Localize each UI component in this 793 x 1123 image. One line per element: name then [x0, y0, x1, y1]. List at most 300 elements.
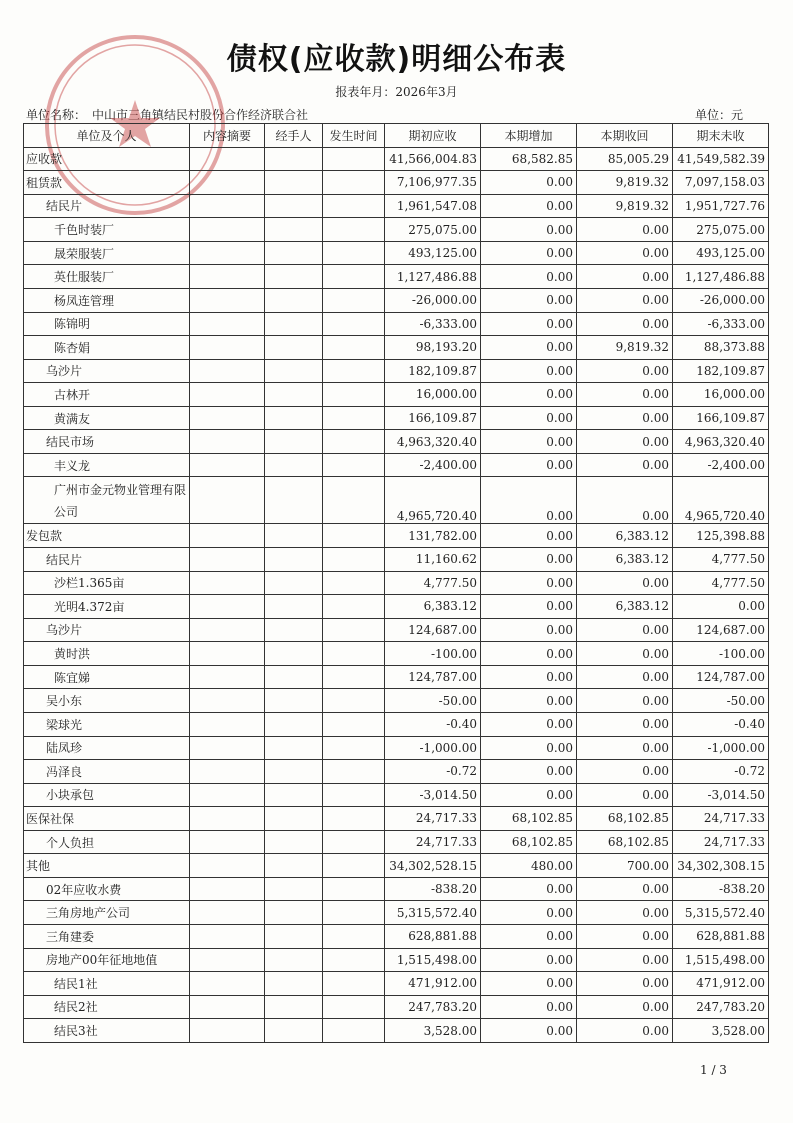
row-handler [265, 783, 323, 807]
row-increase: 0.00 [481, 948, 577, 972]
row-increase: 0.00 [481, 972, 577, 996]
row-name: 陈宜娣 [24, 665, 190, 689]
row-name: 冯泽良 [24, 760, 190, 784]
row-name: 医保社保 [24, 807, 190, 831]
row-opening: 166,109.87 [385, 406, 481, 430]
row-date [323, 877, 385, 901]
row-closing: 493,125.00 [673, 241, 769, 265]
row-summary [190, 854, 265, 878]
table-row [24, 524, 769, 548]
row-closing: 1,515,498.00 [673, 948, 769, 972]
row-collected: 0.00 [577, 901, 673, 925]
row-increase: 0.00 [481, 571, 577, 595]
table-row [24, 925, 769, 949]
row-increase: 0.00 [481, 665, 577, 689]
row-closing: 4,963,320.40 [673, 430, 769, 454]
row-collected: 0.00 [577, 972, 673, 996]
row-name: 三角房地产公司 [24, 901, 190, 925]
row-opening: 4,963,320.40 [385, 430, 481, 454]
row-closing: -100.00 [673, 642, 769, 666]
row-handler [265, 524, 323, 548]
row-increase: 0.00 [481, 406, 577, 430]
row-summary [190, 736, 265, 760]
row-handler [265, 712, 323, 736]
row-date [323, 265, 385, 289]
row-increase: 0.00 [481, 712, 577, 736]
table-row [24, 430, 769, 454]
row-opening: -6,333.00 [385, 312, 481, 336]
row-summary [190, 312, 265, 336]
row-date [323, 995, 385, 1019]
row-collected: 0.00 [577, 241, 673, 265]
row-increase: 0.00 [481, 925, 577, 949]
row-opening: 6,383.12 [385, 595, 481, 619]
table-row [24, 642, 769, 666]
table-row [24, 336, 769, 360]
row-closing: -6,333.00 [673, 312, 769, 336]
row-collected: 0.00 [577, 312, 673, 336]
row-collected: 0.00 [577, 642, 673, 666]
row-opening: 24,717.33 [385, 807, 481, 831]
row-handler [265, 948, 323, 972]
row-collected: 0.00 [577, 948, 673, 972]
row-increase: 0.00 [481, 877, 577, 901]
row-summary [190, 406, 265, 430]
column-header: 经手人 [265, 124, 323, 148]
row-opening: 11,160.62 [385, 548, 481, 572]
row-date [323, 736, 385, 760]
row-increase: 0.00 [481, 288, 577, 312]
row-name: 三角建委 [24, 925, 190, 949]
row-handler [265, 830, 323, 854]
row-collected: 68,102.85 [577, 807, 673, 831]
row-closing: 24,717.33 [673, 807, 769, 831]
row-opening: 41,566,004.83 [385, 147, 481, 171]
row-summary [190, 783, 265, 807]
table-row [24, 618, 769, 642]
row-name: 结民片 [24, 548, 190, 572]
row-handler [265, 877, 323, 901]
table-row [24, 760, 769, 784]
row-closing: 182,109.87 [673, 359, 769, 383]
row-opening: 4,965,720.40 [385, 477, 481, 524]
document-title: 债权(应收款)明细公布表 [226, 42, 567, 77]
table-row [24, 1019, 769, 1043]
row-date [323, 406, 385, 430]
row-summary [190, 595, 265, 619]
row-collected: 0.00 [577, 453, 673, 477]
unit-name-label: 单位名称： [26, 108, 87, 122]
table-row [24, 948, 769, 972]
table-row [24, 194, 769, 218]
row-collected: 0.00 [577, 1019, 673, 1043]
row-closing: 16,000.00 [673, 383, 769, 407]
row-collected: 0.00 [577, 665, 673, 689]
row-increase: 0.00 [481, 1019, 577, 1043]
report-date: 报表年月：2026年3月 [335, 85, 458, 99]
row-name: 陈杏娟 [24, 336, 190, 360]
row-summary [190, 642, 265, 666]
row-summary [190, 807, 265, 831]
currency-unit: 单位：元 [695, 108, 744, 122]
row-date [323, 830, 385, 854]
row-name: 吴小东 [24, 689, 190, 713]
row-opening: 275,075.00 [385, 218, 481, 242]
row-summary [190, 265, 265, 289]
table-row [24, 383, 769, 407]
row-collected: 9,819.32 [577, 171, 673, 195]
table-row [24, 712, 769, 736]
table-row [24, 901, 769, 925]
row-closing: 124,687.00 [673, 618, 769, 642]
table-row [24, 877, 769, 901]
row-handler [265, 430, 323, 454]
row-collected: 6,383.12 [577, 595, 673, 619]
row-collected: 0.00 [577, 736, 673, 760]
row-summary [190, 665, 265, 689]
row-closing: 124,787.00 [673, 665, 769, 689]
table-row [24, 548, 769, 572]
row-summary [190, 548, 265, 572]
row-opening: 124,787.00 [385, 665, 481, 689]
row-closing: 7,097,158.03 [673, 171, 769, 195]
row-closing: -0.40 [673, 712, 769, 736]
unit-name-line [26, 106, 308, 123]
row-collected: 68,102.85 [577, 830, 673, 854]
row-handler [265, 925, 323, 949]
row-summary [190, 948, 265, 972]
row-handler [265, 312, 323, 336]
table-row [24, 995, 769, 1019]
row-increase: 0.00 [481, 760, 577, 784]
table-row [24, 359, 769, 383]
row-date [323, 477, 385, 524]
row-closing: 24,717.33 [673, 830, 769, 854]
row-increase: 0.00 [481, 430, 577, 454]
row-date [323, 948, 385, 972]
row-handler [265, 571, 323, 595]
row-collected: 0.00 [577, 265, 673, 289]
row-opening: 628,881.88 [385, 925, 481, 949]
row-closing: -2,400.00 [673, 453, 769, 477]
row-increase: 0.00 [481, 642, 577, 666]
row-closing: 125,398.88 [673, 524, 769, 548]
table-header-row [24, 124, 769, 148]
row-name: 房地产00年征地地值 [24, 948, 190, 972]
column-header: 期初应收 [385, 124, 481, 148]
row-closing: 4,965,720.40 [673, 477, 769, 524]
row-increase: 68,582.85 [481, 147, 577, 171]
row-closing: 5,315,572.40 [673, 901, 769, 925]
row-closing: -50.00 [673, 689, 769, 713]
table-row [24, 477, 769, 524]
row-collected: 9,819.32 [577, 336, 673, 360]
row-handler [265, 265, 323, 289]
row-increase: 480.00 [481, 854, 577, 878]
row-opening: 247,783.20 [385, 995, 481, 1019]
row-increase: 0.00 [481, 359, 577, 383]
row-date [323, 595, 385, 619]
row-date [323, 760, 385, 784]
row-name: 结民市场 [24, 430, 190, 454]
row-opening: -100.00 [385, 642, 481, 666]
row-opening: 7,106,977.35 [385, 171, 481, 195]
row-handler [265, 618, 323, 642]
row-name: 杨凤连管理 [24, 288, 190, 312]
row-closing: 34,302,308.15 [673, 854, 769, 878]
row-summary [190, 877, 265, 901]
row-opening: 24,717.33 [385, 830, 481, 854]
row-opening: -2,400.00 [385, 453, 481, 477]
row-increase: 68,102.85 [481, 807, 577, 831]
row-name: 小块承包 [24, 783, 190, 807]
row-opening: 4,777.50 [385, 571, 481, 595]
row-name: 应收款 [24, 147, 190, 171]
row-collected: 0.00 [577, 712, 673, 736]
row-collected: 0.00 [577, 783, 673, 807]
row-handler [265, 972, 323, 996]
row-collected: 0.00 [577, 995, 673, 1019]
row-handler [265, 288, 323, 312]
table-body [24, 147, 769, 1042]
table-row [24, 312, 769, 336]
row-opening: -0.40 [385, 712, 481, 736]
row-closing: 3,528.00 [673, 1019, 769, 1043]
row-date [323, 147, 385, 171]
row-closing: 247,783.20 [673, 995, 769, 1019]
row-collected: 700.00 [577, 854, 673, 878]
row-summary [190, 830, 265, 854]
row-handler [265, 548, 323, 572]
row-date [323, 689, 385, 713]
row-handler [265, 665, 323, 689]
row-collected: 9,819.32 [577, 194, 673, 218]
row-name: 英仕服装厂 [24, 265, 190, 289]
row-opening: 471,912.00 [385, 972, 481, 996]
row-date [323, 925, 385, 949]
row-name: 晟荣服装厂 [24, 241, 190, 265]
row-date [323, 359, 385, 383]
row-date [323, 807, 385, 831]
row-collected: 0.00 [577, 288, 673, 312]
row-date [323, 218, 385, 242]
row-name: 其他 [24, 854, 190, 878]
row-name: 陆凤珍 [24, 736, 190, 760]
row-collected: 0.00 [577, 689, 673, 713]
table-row [24, 241, 769, 265]
column-header: 期末未收 [673, 124, 769, 148]
row-date [323, 618, 385, 642]
row-opening: 182,109.87 [385, 359, 481, 383]
row-handler [265, 406, 323, 430]
row-summary [190, 901, 265, 925]
column-header: 发生时间 [323, 124, 385, 148]
row-date [323, 288, 385, 312]
row-summary [190, 618, 265, 642]
row-increase: 0.00 [481, 194, 577, 218]
table-row [24, 972, 769, 996]
row-opening: 1,127,486.88 [385, 265, 481, 289]
table-row [24, 736, 769, 760]
column-header: 本期增加 [481, 124, 577, 148]
row-name: 古林开 [24, 383, 190, 407]
row-summary [190, 336, 265, 360]
row-closing: 88,373.88 [673, 336, 769, 360]
column-header: 本期收回 [577, 124, 673, 148]
row-handler [265, 147, 323, 171]
row-summary [190, 477, 265, 524]
row-opening: 1,961,547.08 [385, 194, 481, 218]
row-handler [265, 383, 323, 407]
row-collected: 0.00 [577, 430, 673, 454]
table-row [24, 807, 769, 831]
row-name: 个人负担 [24, 830, 190, 854]
row-handler [265, 1019, 323, 1043]
row-date [323, 972, 385, 996]
row-increase: 0.00 [481, 265, 577, 289]
row-summary [190, 430, 265, 454]
row-summary [190, 241, 265, 265]
row-increase: 0.00 [481, 783, 577, 807]
row-handler [265, 760, 323, 784]
row-name: 结民片 [24, 194, 190, 218]
row-closing: 41,549,582.39 [673, 147, 769, 171]
row-handler [265, 453, 323, 477]
row-closing: 471,912.00 [673, 972, 769, 996]
row-summary [190, 218, 265, 242]
row-closing: -1,000.00 [673, 736, 769, 760]
row-increase: 0.00 [481, 618, 577, 642]
row-opening: 124,687.00 [385, 618, 481, 642]
row-increase: 0.00 [481, 477, 577, 524]
row-date [323, 783, 385, 807]
row-closing: 166,109.87 [673, 406, 769, 430]
row-summary [190, 383, 265, 407]
table-row [24, 689, 769, 713]
table-row [24, 171, 769, 195]
row-opening: -26,000.00 [385, 288, 481, 312]
row-name: 光明4.372亩 [24, 595, 190, 619]
row-increase: 0.00 [481, 689, 577, 713]
row-opening: -50.00 [385, 689, 481, 713]
row-date [323, 241, 385, 265]
row-opening: 493,125.00 [385, 241, 481, 265]
row-handler [265, 995, 323, 1019]
row-date [323, 712, 385, 736]
row-date [323, 383, 385, 407]
row-summary [190, 1019, 265, 1043]
page-number: 1 / 3 [700, 1063, 727, 1077]
row-name: 陈锦明 [24, 312, 190, 336]
row-summary [190, 453, 265, 477]
row-increase: 0.00 [481, 901, 577, 925]
row-name: 黄满友 [24, 406, 190, 430]
row-collected: 0.00 [577, 406, 673, 430]
row-summary [190, 571, 265, 595]
row-name: 结民2社 [24, 995, 190, 1019]
row-increase: 0.00 [481, 548, 577, 572]
receivables-table [23, 123, 769, 1043]
row-name: 结民3社 [24, 1019, 190, 1043]
row-handler [265, 477, 323, 524]
row-date [323, 642, 385, 666]
row-date [323, 453, 385, 477]
row-name: 沙栏1.365亩 [24, 571, 190, 595]
row-date [323, 854, 385, 878]
row-handler [265, 336, 323, 360]
row-handler [265, 901, 323, 925]
row-collected: 0.00 [577, 877, 673, 901]
row-increase: 0.00 [481, 995, 577, 1019]
row-summary [190, 972, 265, 996]
row-handler [265, 359, 323, 383]
row-summary [190, 712, 265, 736]
table-row [24, 288, 769, 312]
row-closing: -26,000.00 [673, 288, 769, 312]
row-increase: 0.00 [481, 218, 577, 242]
table-row [24, 453, 769, 477]
row-date [323, 171, 385, 195]
table-row [24, 571, 769, 595]
row-collected: 0.00 [577, 383, 673, 407]
table-row [24, 665, 769, 689]
row-collected: 0.00 [577, 925, 673, 949]
row-increase: 0.00 [481, 241, 577, 265]
table-row [24, 218, 769, 242]
row-collected: 0.00 [577, 359, 673, 383]
row-increase: 0.00 [481, 383, 577, 407]
row-name: 乌沙片 [24, 359, 190, 383]
row-closing: 0.00 [673, 595, 769, 619]
row-closing: 4,777.50 [673, 548, 769, 572]
table-row [24, 147, 769, 171]
table-row [24, 854, 769, 878]
table-row [24, 783, 769, 807]
row-date [323, 194, 385, 218]
row-name: 乌沙片 [24, 618, 190, 642]
row-summary [190, 524, 265, 548]
row-summary [190, 995, 265, 1019]
row-name: 租赁款 [24, 171, 190, 195]
row-name: 千色时装厂 [24, 218, 190, 242]
row-date [323, 312, 385, 336]
row-handler [265, 595, 323, 619]
row-collected: 0.00 [577, 477, 673, 524]
row-opening: 16,000.00 [385, 383, 481, 407]
row-opening: -3,014.50 [385, 783, 481, 807]
row-closing: -838.20 [673, 877, 769, 901]
row-increase: 0.00 [481, 312, 577, 336]
row-summary [190, 194, 265, 218]
row-handler [265, 807, 323, 831]
row-collected: 85,005.29 [577, 147, 673, 171]
row-handler [265, 642, 323, 666]
row-closing: 1,951,727.76 [673, 194, 769, 218]
table-row [24, 595, 769, 619]
row-handler [265, 689, 323, 713]
row-date [323, 524, 385, 548]
row-closing: 628,881.88 [673, 925, 769, 949]
row-handler [265, 854, 323, 878]
row-summary [190, 171, 265, 195]
row-handler [265, 218, 323, 242]
row-opening: -1,000.00 [385, 736, 481, 760]
row-collected: 0.00 [577, 618, 673, 642]
row-increase: 68,102.85 [481, 830, 577, 854]
row-date [323, 901, 385, 925]
row-name: 丰义龙 [24, 453, 190, 477]
row-opening: 5,315,572.40 [385, 901, 481, 925]
